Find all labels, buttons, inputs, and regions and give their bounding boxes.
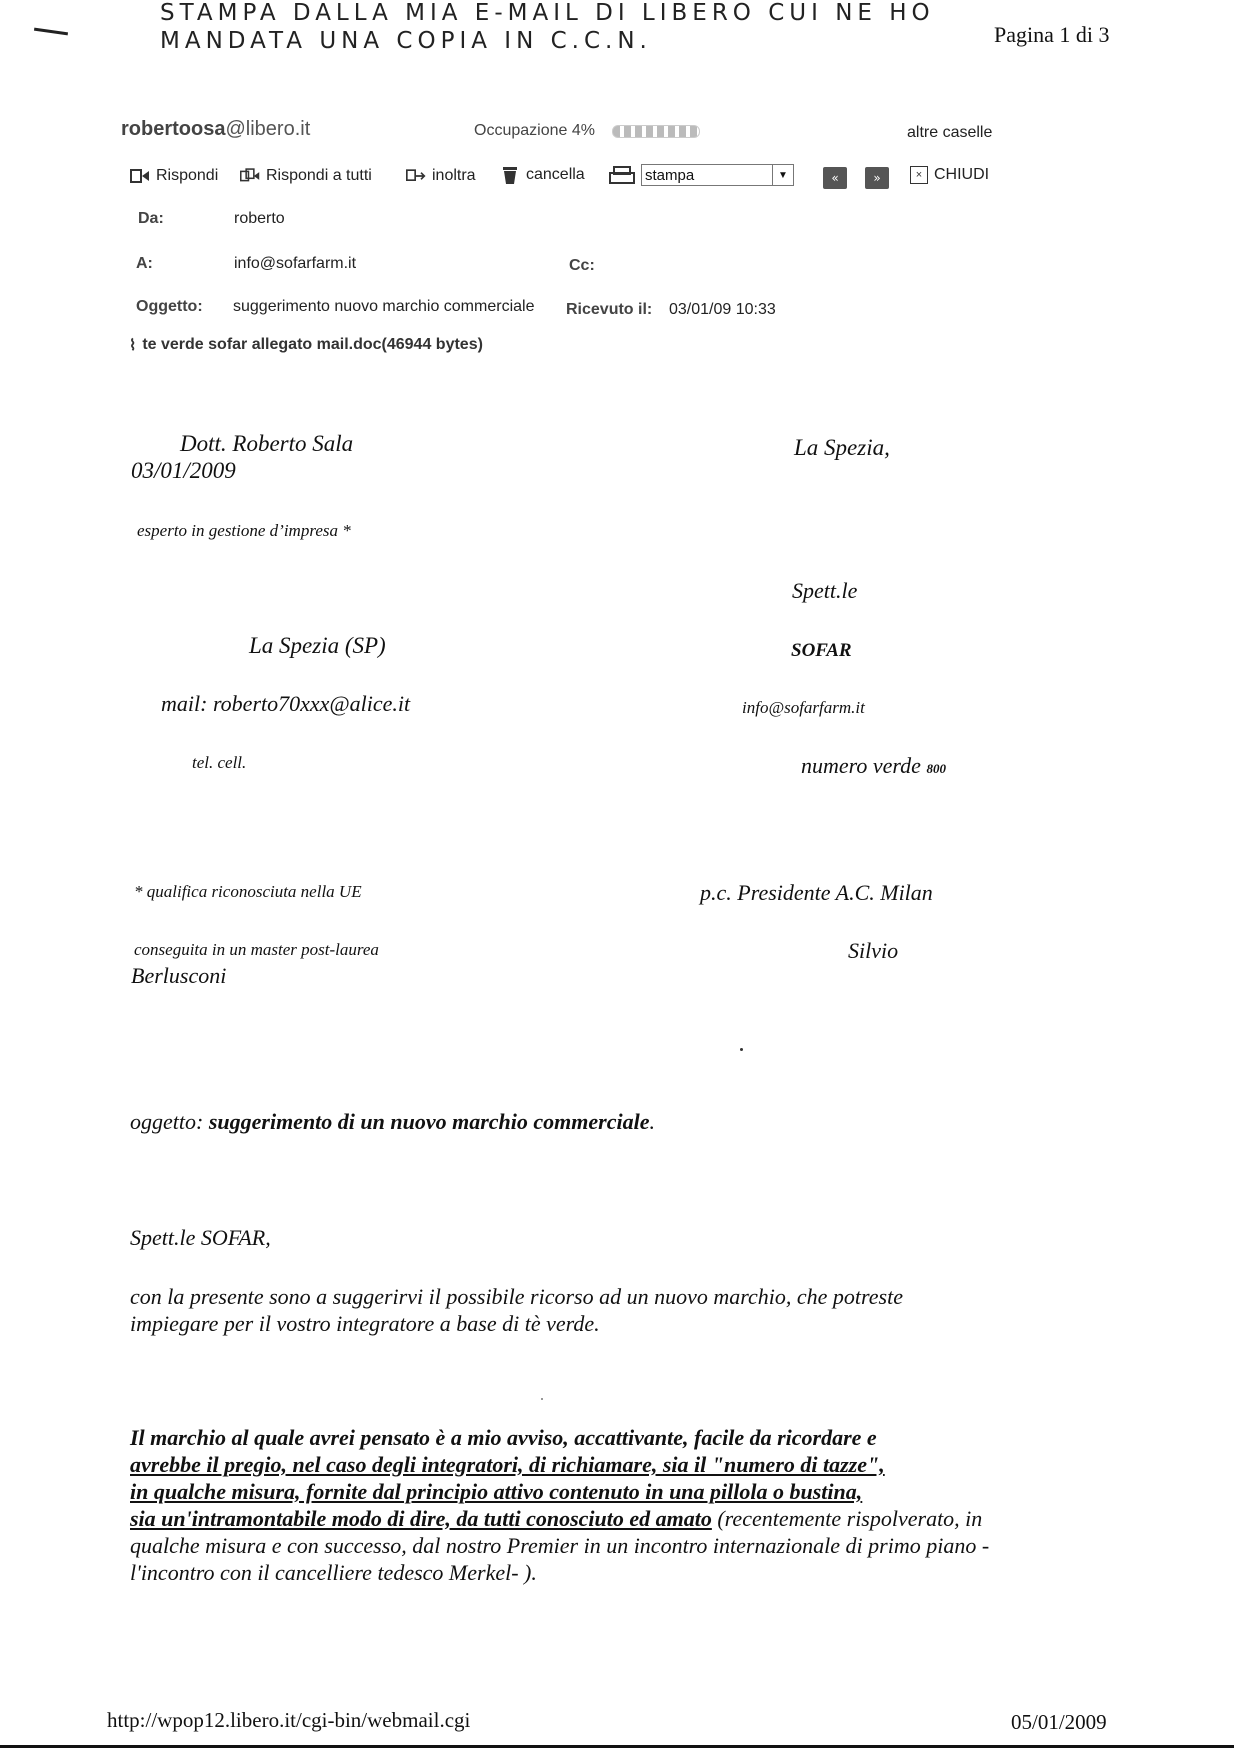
print-select-value: stampa <box>645 166 695 184</box>
reply-all-icon <box>240 166 260 186</box>
to-label: A: <box>136 255 153 272</box>
occupancy-text: Occupazione 4% <box>474 122 595 139</box>
print-select[interactable] <box>641 164 794 186</box>
letter-subject-prefix: oggetto: <box>130 1109 204 1134</box>
print-icon[interactable] <box>608 165 636 185</box>
paragraph-2-line-c: in qualche misura, fornite dal principio attivo contenuto in una pillola o bustina, <box>130 1479 863 1504</box>
paragraph-2-line-d: sia un'intramontabile modo di dire, da tutti conosciuto ed amato <box>130 1506 712 1531</box>
footer-date: 05/01/2009 <box>1011 1710 1107 1734</box>
forward-button[interactable] <box>406 166 476 186</box>
recipient-phone-label: numero verde <box>801 753 921 778</box>
reply-button[interactable] <box>130 166 218 186</box>
occupancy-bar <box>612 125 700 138</box>
to-value[interactable]: info@sofarfarm.it <box>234 255 357 272</box>
close-label: CHIUDI <box>934 166 990 183</box>
forward-icon <box>406 166 426 186</box>
recipient-phone <box>801 753 946 779</box>
paragraph-2-tail <box>130 1506 989 1585</box>
pen-mark <box>34 28 68 36</box>
chevron-down-icon: ▼ <box>772 164 793 186</box>
attachment-link[interactable] <box>129 336 483 354</box>
previous-message-button[interactable]: « <box>823 167 847 189</box>
recipient-prefix: Spett.le <box>792 578 858 603</box>
letter-date: 03/01/2009 <box>131 458 236 483</box>
from-value: roberto <box>234 210 285 227</box>
recipient-mail: info@sofarfarm.it <box>742 698 865 717</box>
delete-label: cancella <box>526 166 585 183</box>
reply-icon <box>130 166 150 186</box>
occupancy-label <box>474 122 595 140</box>
recipient-name: SOFAR <box>791 640 852 661</box>
reply-label: Rispondi <box>156 167 219 184</box>
from-label: Da: <box>138 210 164 227</box>
handwritten-note-line-2: MANDATA UNA COPIA IN C.C.N. <box>160 28 652 54</box>
cc-first-name: Silvio <box>848 938 899 963</box>
letter-subject-end: . <box>649 1109 655 1134</box>
account-user: robertoosa <box>121 118 226 140</box>
close-icon: × <box>910 166 928 184</box>
scan-dot <box>740 1048 743 1051</box>
salutation: Spett.le SOFAR, <box>130 1225 271 1250</box>
letter-subject <box>130 1109 655 1135</box>
subject-value: suggerimento nuovo marchio commerciale <box>233 298 535 315</box>
sender-mail: mail: roberto70xxx@alice.it <box>161 691 411 716</box>
cc-last-name: Berlusconi <box>131 963 227 988</box>
scan-dot <box>541 1398 543 1400</box>
received-value: 03/01/09 10:33 <box>669 301 776 318</box>
close-button[interactable] <box>910 166 989 184</box>
account-domain: @libero.it <box>225 118 311 140</box>
paragraph-2-line-e: (recentemente rispolverato, in qualche misura e con successo, dal nostro Premier in un incontro internazionale di primo piano - l'incontro con il cancelliere tedesco Merkel- ). <box>130 1506 990 1585</box>
sender-phone: tel. cell. <box>192 753 247 772</box>
sender-city: La Spezia (SP) <box>249 633 386 658</box>
page-number: Pagina 1 di 3 <box>994 22 1110 47</box>
letter-subject-text: suggerimento di un nuovo marchio commerciale <box>208 1109 650 1134</box>
handwritten-note-line-1: STAMPA DALLA MIA E-MAIL DI LIBERO CUI NE HO <box>160 0 935 26</box>
delete-button[interactable] <box>500 165 585 185</box>
paragraph-2-line-b: avrebbe il pregio, nel caso degli integratori, di richiamare, sia il "numero di tazze", <box>130 1452 885 1477</box>
paragraph-1: con la presente sono a suggerirvi il possibile ricorso ad un nuovo marchio, che potreste impiegare per il vostro integratore a base di tè verde. <box>130 1284 903 1336</box>
other-mailboxes-link[interactable]: altre caselle <box>907 124 993 141</box>
footer-url: http://wpop12.libero.it/cgi-bin/webmail.cgi <box>107 1708 471 1732</box>
paragraph-2-line-a: Il marchio al quale avrei pensato è a mio avviso, accattivante, facile da ricordare e <box>130 1425 877 1450</box>
sender-qualification: esperto in gestione d’impresa * <box>137 521 351 540</box>
footnote-qualification: * qualifica riconosciuta nella UE <box>134 882 362 901</box>
footnote-master: conseguita in un master post-laurea <box>134 940 379 959</box>
next-message-button[interactable]: » <box>865 167 889 189</box>
trash-icon <box>500 165 520 185</box>
sender-name: Dott. Roberto Sala <box>180 431 354 456</box>
paperclip-icon: ⌇ <box>129 337 137 354</box>
paragraph-2 <box>130 1424 1010 1586</box>
reply-all-button[interactable] <box>240 166 372 186</box>
subject-label: Oggetto: <box>136 298 203 315</box>
forward-label: inoltra <box>432 167 476 184</box>
attachment-name: te verde sofar allegato mail.doc(46944 bytes) <box>142 336 483 353</box>
place-date: La Spezia, <box>794 435 890 460</box>
recipient-phone-number: 800 <box>926 761 946 776</box>
cc-label: Cc: <box>569 257 595 274</box>
account-address <box>121 118 310 141</box>
reply-all-label: Rispondi a tutti <box>266 167 372 184</box>
received-label: Ricevuto il: <box>566 301 653 318</box>
cc-line: p.c. Presidente A.C. Milan <box>700 880 933 905</box>
